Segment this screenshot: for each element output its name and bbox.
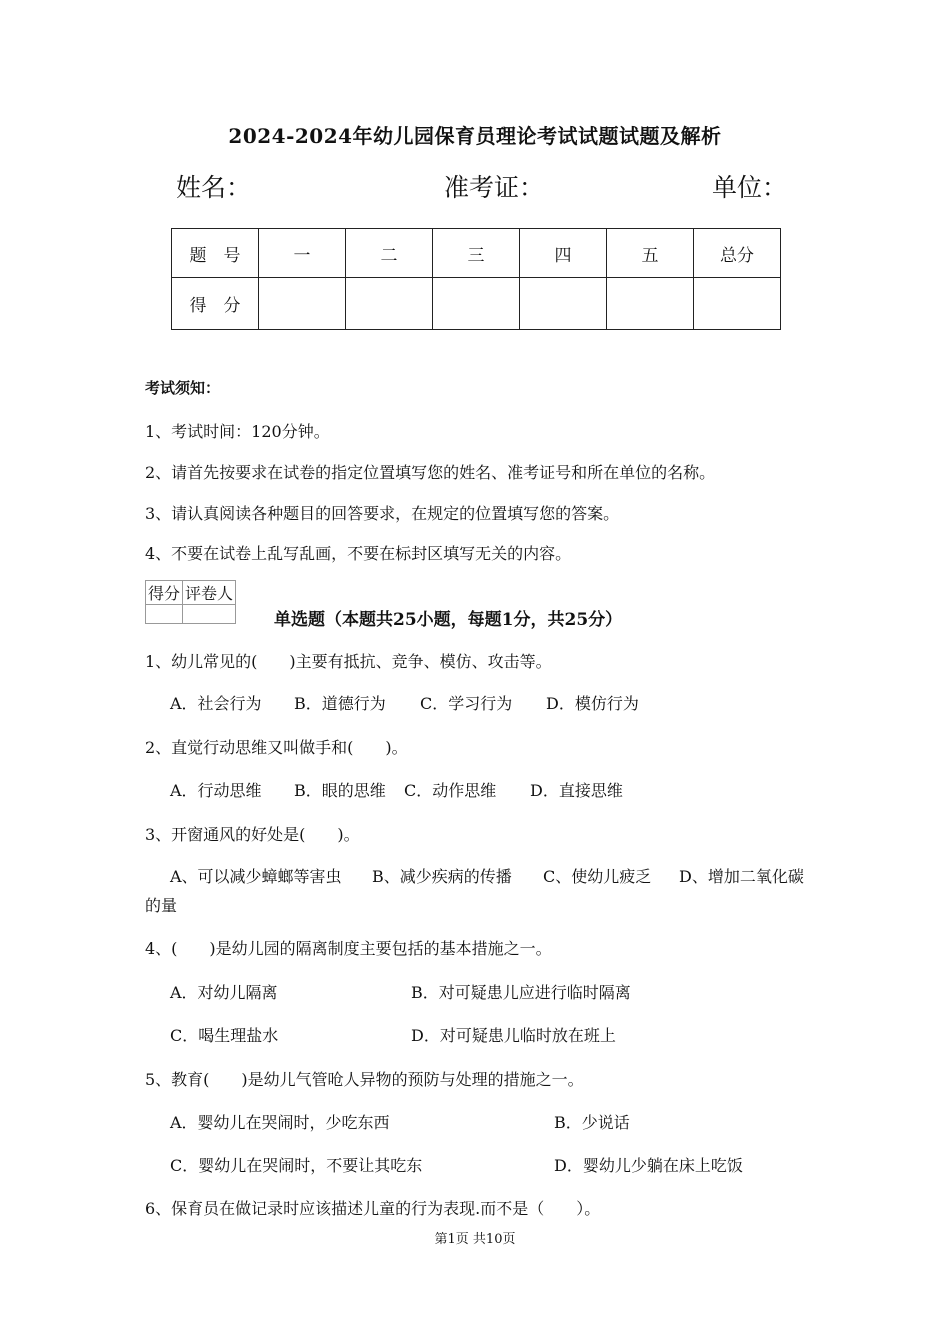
score-entry-cell[interactable]: [607, 278, 694, 330]
score-entry-cell[interactable]: [346, 278, 433, 330]
question-stem: 5、教育( )是幼儿气管呛人异物的预防与处理的措施之一。: [145, 1070, 584, 1089]
grader-reviewer-cell[interactable]: [183, 605, 236, 624]
exam-title: 2024-2024年幼儿园保育员理论考试试题试题及解析: [228, 124, 722, 148]
note-item: 4、不要在试卷上乱写乱画，不要在标封区填写无关的内容。: [145, 544, 572, 563]
score-table-header-row: [172, 229, 781, 278]
option-b: B．道德行为: [294, 694, 386, 713]
unit-label: 单位：: [712, 173, 788, 202]
section-title: 单选题（本题共25小题，每题1分，共25分）: [274, 610, 623, 630]
note-item: 1、考试时间：120分钟。: [145, 422, 330, 441]
question-stem: 1、幼儿常见的( )主要有抵抗、竞争、模仿、攻击等。: [145, 652, 552, 671]
question-stem: 6、保育员在做记录时应该描述儿童的行为表现.而不是（ ）。: [145, 1199, 601, 1218]
score-cell: 四: [520, 229, 607, 278]
option-d: D．直接思维: [530, 781, 623, 800]
question-stem: 2、直觉行动思维又叫做手和( )。: [145, 738, 408, 757]
score-entry-cell[interactable]: [433, 278, 520, 330]
score-entry-cell[interactable]: [520, 278, 607, 330]
question-stem: 3、开窗通风的好处是( )。: [145, 825, 360, 844]
option-c: C．婴幼儿在哭闹时，不要让其吃东: [170, 1156, 423, 1175]
note-item: 2、请首先按要求在试卷的指定位置填写您的姓名、准考证号和所在单位的名称。: [145, 463, 716, 482]
option-c: C．喝生理盐水: [170, 1026, 279, 1045]
option-b: B、减少疾病的传播: [372, 867, 512, 886]
option-b: B．眼的思维: [294, 781, 386, 800]
note-item: 3、请认真阅读各种题目的回答要求，在规定的位置填写您的答案。: [145, 504, 620, 523]
option-d: D．模仿行为: [546, 694, 639, 713]
question-stem: 4、( )是幼儿园的隔离制度主要包括的基本措施之一。: [145, 939, 552, 958]
grader-score-cell[interactable]: [146, 605, 183, 624]
option-a: A．社会行为: [170, 694, 262, 713]
score-cell: 二: [346, 229, 433, 278]
notes-heading: 考试须知：: [145, 379, 221, 397]
option-a: A、可以减少蟑螂等害虫: [170, 867, 342, 886]
page-footer: 第1页 共10页: [434, 1232, 516, 1247]
score-cell: 三: [433, 229, 520, 278]
score-cell: 题 号: [172, 229, 259, 278]
option-d: D、增加二氧化碳: [679, 867, 804, 886]
option-b: B．少说话: [554, 1113, 630, 1132]
score-cell: 得 分: [172, 278, 259, 330]
score-entry-cell[interactable]: [259, 278, 346, 330]
score-cell: 总分: [694, 229, 781, 278]
exam-id-label: 准考证：: [444, 173, 545, 202]
grader-score-label: 得分: [146, 581, 183, 605]
option-d: D．婴幼儿少躺在床上吃饭: [554, 1156, 743, 1175]
score-entry-cell[interactable]: [694, 278, 781, 330]
grader-reviewer-label: 评卷人: [183, 581, 236, 605]
grader-box: [145, 580, 236, 624]
option-a: A．行动思维: [170, 781, 262, 800]
option-b: B．对可疑患儿应进行临时隔离: [411, 983, 631, 1002]
score-table-score-row: [172, 278, 781, 330]
score-cell: 五: [607, 229, 694, 278]
option-c: C．学习行为: [420, 694, 513, 713]
option-a: A．婴幼儿在哭闹时，少吃东西: [170, 1113, 390, 1132]
option-d: D．对可疑患儿临时放在班上: [411, 1026, 616, 1045]
option-c: C．动作思维: [404, 781, 497, 800]
score-cell: 一: [259, 229, 346, 278]
option-a: A．对幼儿隔离: [170, 983, 278, 1002]
name-label: 姓名：: [176, 173, 252, 202]
score-table: [171, 228, 781, 330]
option-c: C、使幼儿疲乏: [543, 867, 652, 886]
option-d-continued: 的量: [145, 896, 178, 915]
